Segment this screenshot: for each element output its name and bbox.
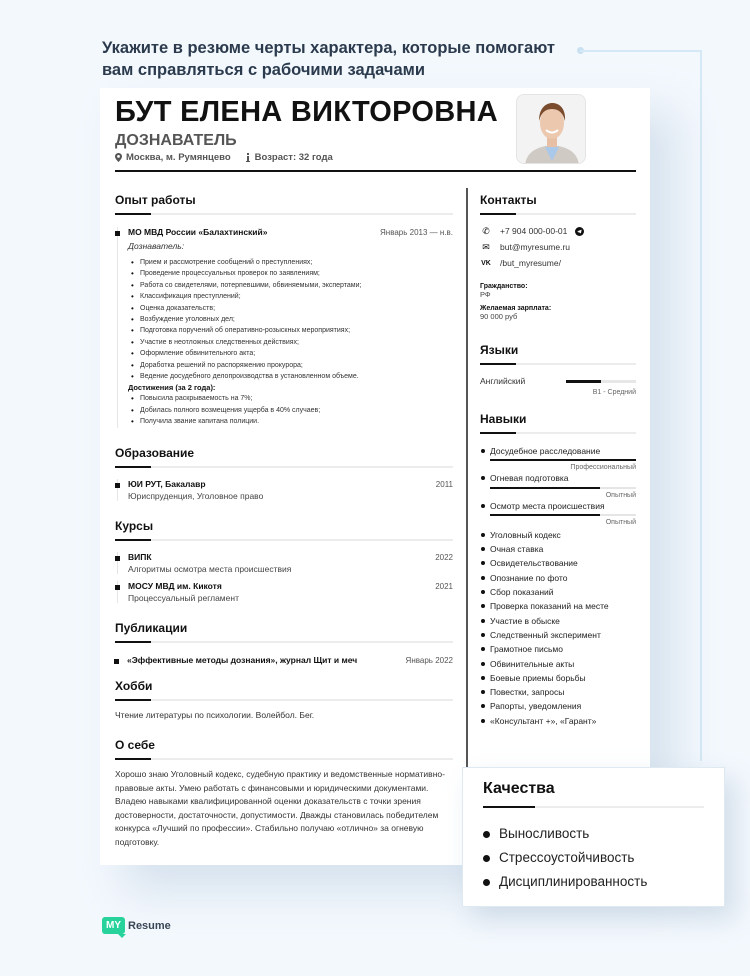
publication-entry xyxy=(117,655,453,665)
candidate-meta xyxy=(115,152,333,163)
info-icon xyxy=(245,153,251,162)
email-row xyxy=(480,239,636,255)
section-experience xyxy=(115,193,453,428)
salary-label: Желаемая зарплата: xyxy=(480,305,552,312)
hobbies-text: Чтение литературы по психологии. Волейбол. Бег. xyxy=(115,709,315,720)
section-rule xyxy=(480,363,636,365)
language-level-bar xyxy=(566,380,636,383)
duty-item: • Проведение процессуальных проверок по заявлениям; xyxy=(128,268,453,279)
logo-text: Resume xyxy=(128,919,171,932)
main-column xyxy=(115,193,453,849)
section-rule xyxy=(115,539,453,541)
skill-name: Осмотр места происшествия xyxy=(480,499,636,513)
publication-title: «Эффективные методы дознания», журнал Щит и меч xyxy=(127,654,358,665)
duty-item: • Доработка решений по распоряжению прокурора; xyxy=(128,360,453,371)
myresume-logo[interactable] xyxy=(102,917,171,934)
section-skills xyxy=(480,412,636,728)
skill-name: Огневая подготовка xyxy=(480,471,636,485)
section-rule xyxy=(483,806,704,808)
skill-bar xyxy=(490,459,636,461)
rated-skill xyxy=(480,499,636,526)
section-rule xyxy=(115,213,453,215)
logo-badge: MY xyxy=(102,917,125,934)
skill-item: Освидетельствование xyxy=(480,556,636,570)
date: Январь 2013 — н.в. xyxy=(380,228,453,237)
experience-entry xyxy=(117,227,453,428)
skill-name: Досудебное расследование xyxy=(480,444,636,458)
skill-item: Очная ставка xyxy=(480,542,636,556)
citizenship: РФ xyxy=(480,290,491,299)
section-languages xyxy=(480,343,636,396)
candidate-photo xyxy=(516,94,586,164)
achievements-list xyxy=(128,393,453,427)
skill-item: Рапорты, уведомления xyxy=(480,699,636,713)
section-title: Публикации xyxy=(115,620,188,635)
section-rule xyxy=(480,213,636,215)
resume-page xyxy=(100,88,650,865)
skill-item: Сбор показаний xyxy=(480,585,636,599)
course-detail: Алгоритмы осмотра места происшествия xyxy=(128,563,292,574)
section-title: Курсы xyxy=(115,518,154,533)
education-entry xyxy=(117,479,453,501)
language-level: B1 - Средний xyxy=(592,389,636,396)
skill-item: Повестки, запросы xyxy=(480,685,636,699)
achievement-item: • Получила звание капитана полиции. xyxy=(128,416,453,427)
section-title: Контакты xyxy=(480,193,537,207)
column-divider xyxy=(466,188,468,858)
role: Дознаватель: xyxy=(128,241,185,251)
skill-bar xyxy=(490,514,636,516)
date: 2022 xyxy=(435,552,453,562)
vk-link[interactable]: /but_myresume/ xyxy=(500,258,561,268)
section-rule xyxy=(115,641,453,643)
section-rule xyxy=(480,432,636,434)
salary: 90 000 руб xyxy=(480,312,518,321)
language-row xyxy=(480,376,636,386)
skill-item: Боевые приемы борьбы xyxy=(480,671,636,685)
qualities-callout xyxy=(462,767,725,907)
duty-item: • Работа со свидетелями, потерпевшими, обвиняемыми, экспертами; xyxy=(128,280,453,291)
duty-item: • Ведение досудебного делопроизводства в установленном объеме. xyxy=(128,371,453,382)
headline: Укажите в резюме черты характера, которые помогают вам справляться с рабочими задачами xyxy=(102,39,555,79)
date: 2021 xyxy=(435,581,453,591)
email[interactable]: but@myresume.ru xyxy=(500,242,571,252)
course-entry xyxy=(117,552,453,574)
achievement-item: • Повысила раскрываемость на 7%; xyxy=(128,393,453,404)
section-rule xyxy=(115,466,453,468)
duty-item: • Подготовка поручений об оперативно-розыскных мероприятиях; xyxy=(128,325,453,336)
skill-bar xyxy=(490,487,636,489)
quality-item: Выносливость xyxy=(483,822,704,846)
skill-item: Обвинительные акты xyxy=(480,657,636,671)
section-title: Образование xyxy=(115,445,195,460)
section-title: Навыки xyxy=(480,412,527,426)
course-detail: Процессуальный регламент xyxy=(128,592,239,603)
candidate-name: БУТ ЕЛЕНА ВИКТОРОВНА xyxy=(115,96,499,128)
achievements-title: Достижения (за 2 года): xyxy=(128,383,216,393)
age: Возраст: 32 года xyxy=(254,152,333,163)
course-entry xyxy=(117,581,453,603)
date: Январь 2022 xyxy=(405,655,453,665)
qualities-list xyxy=(483,822,704,894)
section-title: Опыт работы xyxy=(115,193,196,207)
timeline-marker xyxy=(115,231,120,236)
duty-item: • Классификация преступлений; xyxy=(128,291,453,302)
duty-item: • Прием и рассмотрение сообщений о преступлениях; xyxy=(128,257,453,268)
section-rule xyxy=(115,758,453,760)
duties-list xyxy=(128,257,453,382)
telegram-icon[interactable] xyxy=(575,227,584,236)
timeline-marker xyxy=(115,585,120,590)
course-name: МОСУ МВД им. Кикотя xyxy=(128,580,222,591)
section-rule xyxy=(115,699,453,701)
connector-line xyxy=(580,50,701,52)
skill-item: Следственный эксперимент xyxy=(480,628,636,642)
about-text: Хорошо знаю Уголовный кодекс, судебную практику и ведомственные нормативно-правовые акты. Умею работать с финансовыми и юридическими документами. Владею навыками квалифицированной оценки доказательств с точки зрения достоверности, достаточности, допустимости. Дважды становилась победителем конкурса «Лучший по профессии». Стабильно получаю «отлично» за огневую подготовку. xyxy=(115,769,445,847)
duty-item: • Возбуждение уголовных дел; xyxy=(128,314,453,325)
company: МО МВД России «Балахтинский» xyxy=(128,227,268,237)
section-title: Хобби xyxy=(115,678,153,693)
section-title: Языки xyxy=(480,343,519,357)
phone[interactable]: +7 904 000-00-01 xyxy=(500,226,568,236)
rated-skill xyxy=(480,471,636,498)
qualities-title: Качества xyxy=(483,780,555,797)
skills-list xyxy=(480,528,636,728)
date: 2011 xyxy=(435,479,453,489)
language-name: Английский xyxy=(480,376,526,386)
section-courses xyxy=(115,519,453,603)
duty-item: • Оценка доказательств; xyxy=(128,303,453,314)
section-contacts xyxy=(480,193,636,321)
email-icon: ✉ xyxy=(482,241,490,252)
skill-item: Опознание по фото xyxy=(480,571,636,585)
citizenship-label: Гражданство: xyxy=(480,283,528,290)
skill-item: Участие в обыске xyxy=(480,614,636,628)
header-divider xyxy=(115,170,636,172)
location: Москва, м. Румянцево xyxy=(126,152,231,163)
connector-line-vertical xyxy=(700,50,702,761)
section-education xyxy=(115,446,453,501)
skill-item: Уголовный кодекс xyxy=(480,528,636,542)
skill-level: Опытный xyxy=(605,491,636,499)
achievement-item: • Добилась полного возмещения ущерба в 40% случаев; xyxy=(128,405,453,416)
quality-item: Стрессоустойчивость xyxy=(483,846,704,870)
timeline-marker xyxy=(115,483,120,488)
skill-item: Грамотное письмо xyxy=(480,642,636,656)
section-title: О себе xyxy=(115,738,155,753)
sidebar-column xyxy=(480,193,636,728)
vk-icon: VK xyxy=(481,259,491,267)
duty-item: • Оформление обвинительного акта; xyxy=(128,348,453,359)
section-about xyxy=(115,738,453,849)
location-pin-icon xyxy=(115,153,122,162)
phone-icon: ✆ xyxy=(482,225,490,236)
section-publications xyxy=(115,621,453,665)
skill-level: Опытный xyxy=(605,518,636,526)
skill-item: «Консультант +», «Гарант» xyxy=(480,714,636,728)
rated-skills xyxy=(480,444,636,526)
skill-item: Проверка показаний на месте xyxy=(480,599,636,613)
section-hobbies xyxy=(115,679,453,723)
quality-item: Дисциплинированность xyxy=(483,870,704,894)
candidate-position: ДОЗНАВАТЕЛЬ xyxy=(115,132,237,149)
timeline-marker xyxy=(114,659,119,664)
specialty: Юриспруденция, Уголовное право xyxy=(128,490,264,501)
duty-item: • Участие в неотложных следственных действиях; xyxy=(128,337,453,348)
vk-row xyxy=(480,255,636,271)
skill-level: Профессиональный xyxy=(570,464,636,472)
course-name: ВИПК xyxy=(128,551,152,562)
phone-row xyxy=(480,223,636,239)
rated-skill xyxy=(480,444,636,471)
institution: ЮИ РУТ, Бакалавр xyxy=(128,478,206,489)
timeline-marker xyxy=(115,556,120,561)
